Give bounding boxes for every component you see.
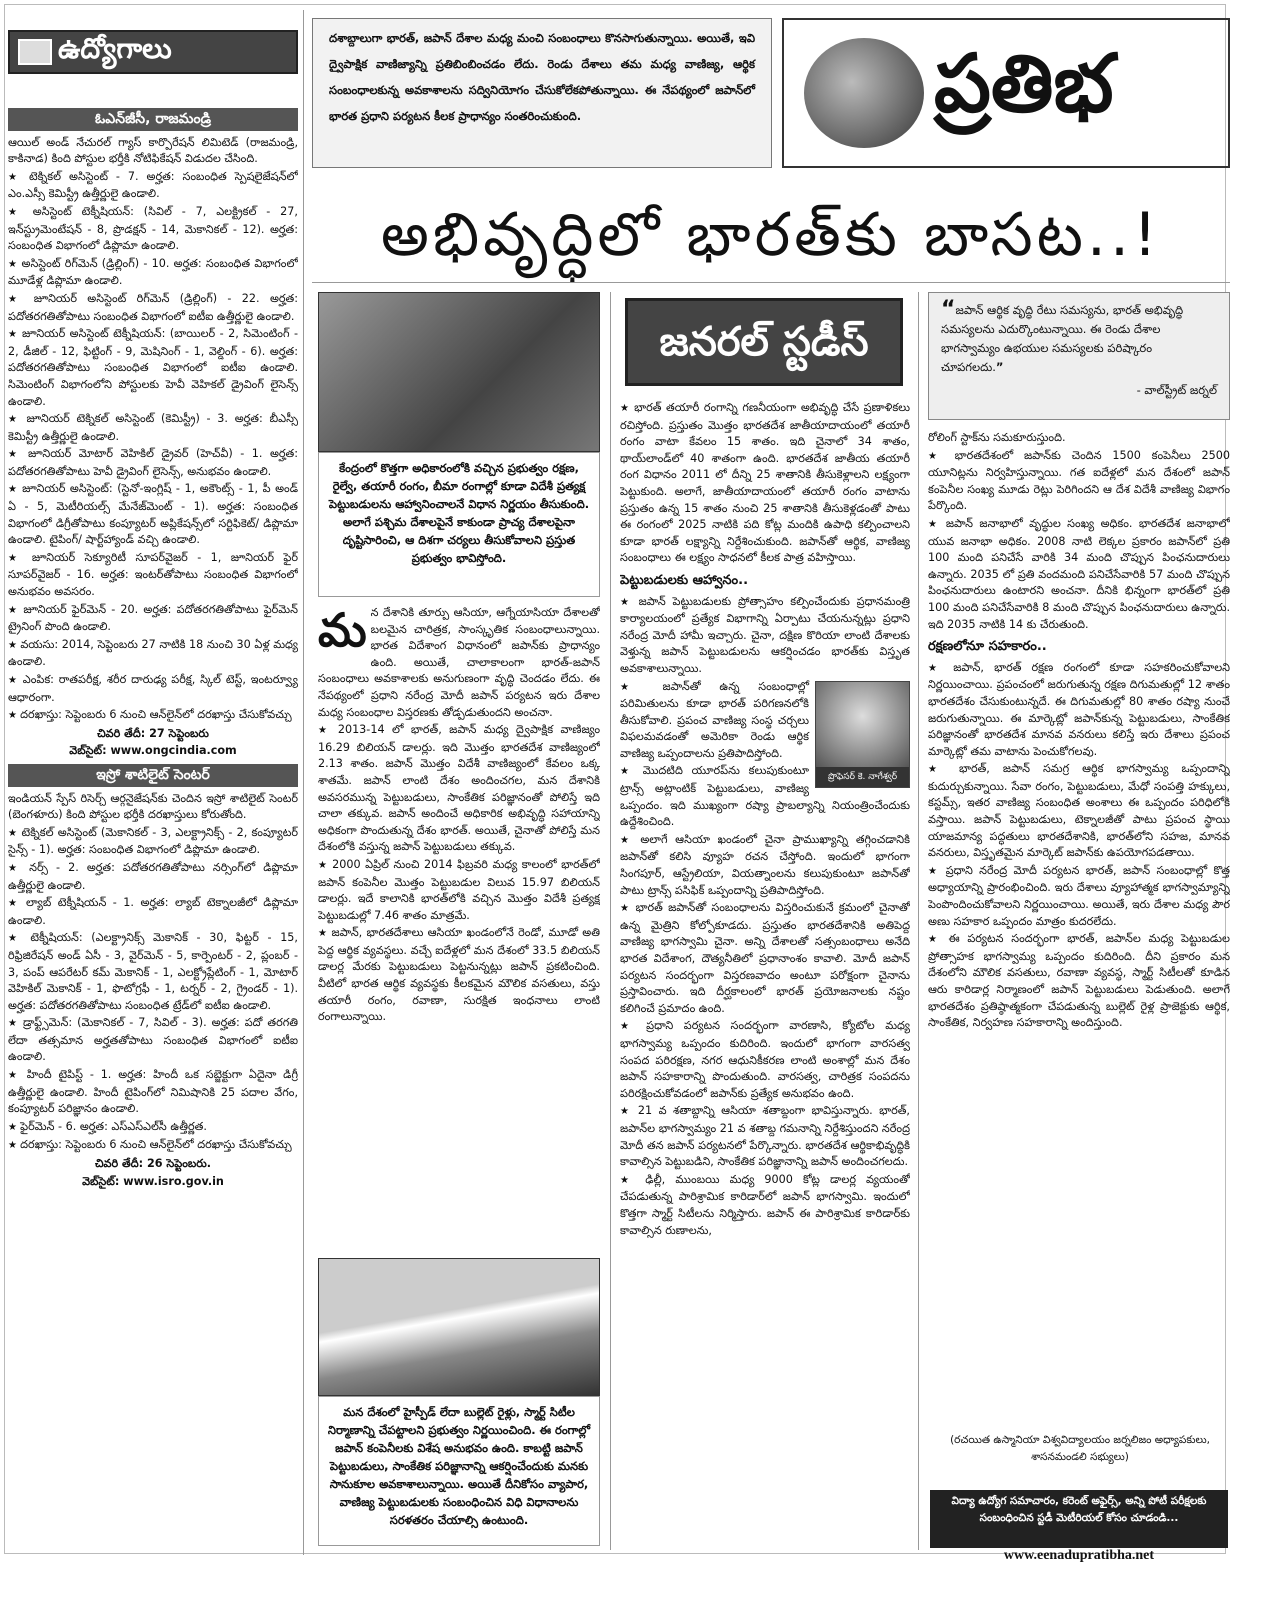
- article-point: ★ మొదటిది యూరప్‌ను కలుపుకుంటూ ట్రాన్స్ అట్లాంటిక్ పెట్టుబడులు, వాణిజ్య ఒప్పందం. ఇది ముఖ్యంగా రష్యా ప్రాబల్యాన్ని నియంత్రించేందుకు ఉద్దేశించింది.: [620, 763, 910, 830]
- photo2-caption: మన దేశంలో హైస్పీడ్ లేదా బుల్లెట్ రైళ్లు, స్మార్ట్ సిటీల నిర్మాణాన్ని చేపట్టాలని ప్రభుత్వం నిర్ణయించింది. ఈ రంగాల్లో జపాన్ కంపెనీలకు విశేష అనుభవం ఉంది. కాబట్టి జపాన్ పెట్టుబడులు, సాంకేతిక పరిజ్ఞానాన్ని ఆకర్షించేందుకు మనకు సానుకూల అవకాశాలున్నాయి. అయితే దీనికోసం వ్యాపార, వాణిజ్య పెట్టుబడులకు సంబంధించిన విధి విధానాలను సరళతరం చేయాల్సి ఉంటుంది.: [318, 1396, 600, 1546]
- job-item: ★ వయసు: 2014, సెప్టెంబరు 27 నాటికి 18 నుంచి 30 ఏళ్ల మధ్య ఉండాలి.: [8, 637, 298, 671]
- isro-website-link[interactable]: వెబ్‌సైట్: www.isro.gov.in: [82, 1174, 224, 1188]
- job-item: ★ దరఖాస్తు: సెప్టెంబరు 6 నుంచి ఆన్‌లైన్‌లో దరఖాస్తు చేసుకోవచ్చు: [8, 1137, 298, 1155]
- isro-last-date: చివరి తేదీ: 26 సెప్టెంబరు.: [94, 1157, 212, 1171]
- article-point: ★ జపాన్, భారతదేశాలు ఆసియా ఖండంలోనే రెండో, మూడో అతి పెద్ద ఆర్థిక వ్యవస్థలు. వచ్చే ఐదేళ్లలో మన దేశంలో 33.5 బిలియన్ డాలర్ల మేరకు పెట్టుబడులు పెట్టనున్నట్లు జపాన్ ప్రకటించింది. వీటిలో భారత ఆర్థిక వ్యవస్థకు కీలకమైన మౌలిక వసతులు, వస్తు తయారీ రంగం, రవాణా, సురక్షిత ఇంధనాలు లాంటి రంగాలున్నాయి.: [318, 925, 600, 1026]
- subheading-investment: పెట్టుబడులకు ఆహ్వానం..: [620, 572, 749, 588]
- column-divider: [918, 292, 919, 1550]
- column-divider: [303, 10, 304, 1555]
- ongc-section: [8, 74, 298, 1191]
- jobs-column: [8, 30, 298, 1555]
- job-item: ★ అసిస్టెంట్ రిగ్‌మెన్ (డ్రిల్లింగ్) - 10. అర్హత: సంబంధిత విభాగంలో మూడేళ్ల డిప్లొమా ఉండాలి.: [8, 256, 298, 290]
- quote-open-icon: “: [941, 297, 956, 322]
- isro-title: ఇస్రో శాటిలైట్ సెంటర్: [8, 764, 298, 787]
- jobs-banner-title: ఉద్యోగాలు: [58, 32, 172, 65]
- job-item: ★ హిందీ టైపిస్ట్ - 1. అర్హత: హిందీ ఒక సబ్జెక్టుగా ఏదైనా డిగ్రీ ఉత్తీర్ణులై ఉండాలి. హిందీ టైపింగ్‌లో నిమిషానికి 25 పదాల వేగం, కంప్యూటర్ పరిజ్ఞానం ఉండాలి.: [8, 1067, 298, 1118]
- job-item: ★ జూనియర్ ఫైర్‌మెన్ - 20. అర్హత: పదోతరగతితోపాటు ఫైర్‌మెన్ ట్రైనింగ్ పొంది ఉండాలి.: [8, 602, 298, 636]
- promo-url-link[interactable]: www.eenadupratibha.net: [1003, 1548, 1155, 1563]
- drop-cap: మ: [318, 605, 367, 657]
- main-article-col4: [928, 430, 1230, 1430]
- quote-source: - వాల్‌స్ట్రీట్ జర్నల్: [1136, 383, 1217, 397]
- article-point: ★ ఈ పర్యటన సందర్భంగా భారత్, జపాన్‌ల మధ్య పెట్టుబడుల ప్రోత్సాహక భాగస్వామ్య ఒప్పందం కుదిరింది. దీని ప్రకారం మన దేశంలోని మౌలిక వసతులు, రవాణా వ్యవస్థ, స్మార్ట్ సిటీలతో కూడిన ఆరు కారిడార్ల నిర్మాణంలో జపాన్ పెట్టుబడులు పెడుతుంది. అలాగే భారతదేశం ప్రతిష్ఠాత్మకంగా చేపడుతున్న బుల్లెట్ రైళ్ల ప్రాజెక్టుకు ఆర్థిక, సాంకేతిక, నిర్వహణ సహకారాన్ని అందిస్తుంది.: [928, 931, 1230, 1032]
- job-item: ★ టెక్నికల్ అసిస్టెంట్ (మెకానికల్ - 3, ఎలక్ట్రానిక్స్ - 2, కంప్యూటర్ సైన్స్ - 1). అర్హత: సంబంధిత విభాగంలో డిప్లొమా ఉండాలి.: [8, 825, 298, 859]
- ongc-last-date: చివరి తేదీ: 27 సెప్టెంబరు: [97, 726, 209, 740]
- leaders-photo: [318, 292, 600, 452]
- ongc-intro: ఆయిల్ అండ్ నేచురల్ గ్యాస్ కార్పొరేషన్ లిమిటెడ్ (రాజమండ్రి, కాకినాడ) కింది పోస్టుల భర్తీకి నోటిఫికేషన్ విడుదల చేసింది.: [8, 135, 298, 166]
- job-item: ★ టెక్నీషియన్: (ఎలక్ట్రానిక్స్ మెకానిక్ - 30, ఫిట్టర్ - 15, రిఫ్రిజిరేషన్ అండ్ ఏసీ - 3, వైర్‌మెన్ - 5, కార్పెంటర్ - 2, ప్లంబర్ - 3, పంప్ ఆపరేటర్ కమ్ మెకానిక్ - 1, ఎలక్ట్రోప్లేటింగ్ - 1, మోటార్ వెహికిల్ మెకానిక్ - 1, ఫొటోగ్రఫీ - 1, టర్నర్ - 2, గ్రైండర్ - 1). అర్హత: పదోతరగతితోపాటు సంబంధిత ట్రేడ్‌లో ఐటీఐ ఉండాలి.: [8, 930, 298, 1014]
- quote-text: జపాన్ ఆర్థిక వృద్ధి రేటు సమస్యను, భారత్ అభివృద్ధి సమస్యలను ఎదుర్కొంటున్నాయి. ఈ రెండు దేశాల భాగస్వామ్యం ఉభయుల సమస్యలకు పరిష్కారం చూపగలదు.: [941, 303, 1184, 374]
- globe-icon: [804, 38, 924, 148]
- article-point: ★ జపాన్‌తో ఉన్న సంబంధాల్లో పరిమితులను కూడా భారత్ పరిగణనలోకి తీసుకోవాలి. ప్రపంచ వాణిజ్య సంస్థ చర్చలు విఫలమవడంతో అమెరికా రెండు ఆర్థిక వాణిజ్య ఒప్పందాలను ప్రతిపాదిస్తోంది.: [620, 679, 910, 763]
- quote-close-icon: ”: [995, 360, 1004, 374]
- headline-rule: [312, 282, 1230, 283]
- article-paragraph: న దేశానికి తూర్పు ఆసియా, ఆగ్నేయాసియా దేశాలతో బలమైన చారిత్రక, సాంస్కృతిక సంబంధాలున్నాయి. భారత విదేశాంగ విధానంలో జపాన్‌కు ప్రాధాన్యం ఉంది. అయితే, చాలాకాలంగా భారత్-జపాన్ సంబంధాలు అవకాశాలకు అనుగుణంగా వృద్ధి చెందడం లేదు. ఈ నేపథ్యంలో ప్రధాని నరేంద్ర మోదీ జపాన్ పర్యటన ఇరు దేశాల మధ్య సంబంధాల విస్తరణకు తోడ్పడుతుందని అంచనా.: [318, 606, 600, 719]
- general-studies-banner: [625, 298, 903, 386]
- pratibha-logo: [782, 18, 1230, 168]
- subheading-defence: రక్షణలోనూ సహకారం..: [928, 639, 1047, 655]
- ongc-title: ఓఎన్‌జీసీ, రాజమండ్రి: [8, 108, 298, 131]
- job-item: ★ దరఖాస్తు: సెప్టెంబరు 6 నుంచి ఆన్‌లైన్‌లో దరఖాస్తు చేసుకోవచ్చు: [8, 707, 298, 725]
- article-point: ★ ప్రధాని నరేంద్ర మోదీ పర్యటన భారత్, జపాన్ సంబంధాల్లో కొత్త అధ్యాయాన్ని ప్రారంభించింది. ఇరు దేశాలు వ్యూహాత్మక భాగస్వామ్యాన్ని పెంపొందించుకోవాలని నిర్ణయించాయి. అయితే, ఇరు దేశాల మధ్య పౌర అణు సహకార ఒప్పందం మాత్రం కుదరలేదు.: [928, 863, 1230, 930]
- article-point: ★ అలాగే ఆసియా ఖండంలో చైనా ప్రాముఖ్యాన్ని తగ్గించడానికి జపాన్‌తో కలిసి వ్యూహ రచన చేస్తోంది. ఇందులో భాగంగా సింగపూర్, ఆస్ట్రేలియా, వియత్నాంలను కలుపుకుంటూ జపాన్‌తో పాటు ట్రాన్స్ పసిఫిక్ ఒప్పందాన్ని ప్రతిపాదిస్తోంది.: [620, 832, 910, 899]
- job-item: ★ నర్స్ - 2. అర్హత: పదోతరగతితోపాటు నర్సింగ్‌లో డిప్లొమా ఉత్తీర్ణులై ఉండాలి.: [8, 860, 298, 894]
- job-item: ★ జూనియర్ సెక్యూరిటీ సూపర్‌వైజర్ - 1, జూనియర్ ఫైర్ సూపర్‌వైజర్ - 16. అర్హత: ఇంటర్‌తోపాటు సంబంధిత విభాగంలో అనుభవం అవసరం.: [8, 550, 298, 601]
- article-point: ★ ప్రధాని పర్యటన సందర్భంగా వారణాసి, క్యోటోల మధ్య భాగస్వామ్య ఒప్పందం కుదిరింది. ఇందులో భాగంగా వారసత్వ సంపద పరిరక్షణ, నగర ఆధునికీకరణ లాంటి అంశాల్లో మన దేశం జపాన్ సహకారాన్ని పొందుతుంది. వారసత్వ, చారిత్రక సంపదను పరిరక్షించుకోవడంలో జపాన్‌కు ప్రత్యేక అనుభవం ఉంది.: [620, 1018, 910, 1102]
- isro-intro: ఇండియన్ స్పేస్ రిసెర్చ్ ఆర్గనైజేషన్‌కు చెందిన ఇస్రో శాటిలైట్ సెంటర్ (బెంగళూరు) కింది పోస్టుల భర్తీకి దరఖాస్తులు కోరుతోంది.: [8, 791, 298, 822]
- intro-text: దశాబ్దాలుగా భారత్, జపాన్ దేశాల మధ్య మంచి సంబంధాలు కొనసాగుతున్నాయి. అయితే, ఇవి ద్వైపాక్షిక వాణిజ్యాన్ని ప్రతిబింబించడం లేదు. రెండు దేశాలు తమ మధ్య వాణిజ్య, ఆర్థిక సంబంధాలకున్న అవకాశాలను సద్వినియోగం చేసుకోలేకపోతున్నాయి. ఈ నేపథ్యంలో జపాన్‌లో భారత ప్రధాని పర్యటన కీలక ప్రాధాన్యం సంతరించుకుంది.: [329, 31, 755, 123]
- article-paragraph: రోలింగ్ స్టాక్‌ను సమకూరుస్తుంది.: [928, 431, 1066, 444]
- section-banner-title: జనరల్ స్టడీస్: [659, 319, 869, 365]
- newspaper-icon: [18, 39, 52, 65]
- main-article-col3: [620, 400, 910, 1550]
- headline: అభివృద్ధిలో భారత్‌కు బాసట..!: [380, 200, 1162, 270]
- bullet-train-photo: [318, 1258, 600, 1396]
- logo-text: ప్రతిభ: [934, 36, 1114, 130]
- job-item: ★ జూనియర్ అసిస్టెంట్: (స్టెనో-ఇంగ్లిష్ - 1, అకౌంట్స్ - 1, పీ అండ్ ఏ - 5, మెటీరియల్స్ మేనేజ్‌మెంట్ - 1). అర్హత: సంబంధిత విభాగంలో డిగ్రీతోపాటు కంప్యూటర్ అప్లికేషన్స్‌లో సర్టిఫికెట్/ డిప్లొమా ఉండాలి. టైపింగ్/ షార్ట్‌హ్యాండ్ వచ్చి ఉండాలి.: [8, 481, 298, 548]
- article-point: ★ 2000 ఏప్రిల్ నుంచి 2014 ఫిబ్రవరి మధ్య కాలంలో భారత్‌లో జపాన్ కంపెనీల మొత్తం పెట్టుబడుల విలువ 15.97 బిలియన్ డాలర్లు. ఇదే కాలానికి భారత్‌లోకి వచ్చిన మొత్తం విదేశీ ప్రత్యక్ష పెట్టుబడుల్లో 7.46 శాతం మాత్రమే.: [318, 857, 600, 924]
- author-photo: [816, 682, 909, 767]
- author-byline: (రచయిత ఉస్మానియా విశ్వవిద్యాలయం జర్నలిజం అధ్యాపకులు, శాసనమండలి సభ్యులు): [950, 1434, 1210, 1463]
- article-point: ★ జపాన్, భారత్ రక్షణ రంగంలో కూడా సహకరించుకోవాలని నిర్ణయించాయి. ప్రపంచంలో జరుగుతున్న రక్షణ దిగుమతుల్లో 12 శాతం భారతదేశం చేసుకుంటున్నదే. ఈ దిగుమతుల్లో 80 శాతం రష్యా నుంచే జరుగుతున్నాయి. ఈ మార్కెట్లో జపాన్‌కున్న పెట్టుబడులు, సాంకేతిక పరిజ్ఞానంతో భారతదేశ మానవ వనరులు కలిస్తే ఇరు దేశాలు ప్రపంచ మార్కెట్లో తమ వాటాను పెంచుకోగలవు.: [928, 660, 1230, 761]
- article-point: ★ భారత్, జపాన్ సమగ్ర ఆర్థిక భాగస్వామ్య ఒప్పందాన్ని కుదుర్చుకున్నాయి. సేవా రంగం, పెట్టుబడులు, మేధో సంపత్తి హక్కులు, కస్టమ్స్, ఇతర వాణిజ్య సంబంధిత అంశాలు ఈ ఒప్పందం పరిధిలోకి వస్తాయి. జపాన్ పెట్టుబడులు, టెక్నాలజీతో పాటు ప్రపంచ స్థాయి యాజమాన్య పద్ధతులు భారతదేశానికి, భారత్‌లోని సహజ, మానవ వనరులు, విస్తృతమైన మార్కెట్ జపాన్‌కు ఉపయోగపడతాయి.: [928, 761, 1230, 862]
- intro-box: [312, 18, 772, 168]
- job-item: ★ ఎంపిక: రాతపరీక్ష, శరీర దారుఢ్య పరీక్ష, స్కిల్ టెస్ట్, ఇంటర్వ్యూ ఆధారంగా.: [8, 672, 298, 706]
- main-article-col2: [318, 605, 600, 1245]
- job-item: ★ జూనియర్ అసిస్టెంట్ రిగ్‌మెన్ (డ్రిల్లింగ్) - 22. అర్హత: పదోతరగతితోపాటు సంబంధిత విభాగంలో ఐటీఐ ఉత్తీర్ణులై ఉండాలి.: [8, 291, 298, 325]
- article-point: ★ జపాన్ పెట్టుబడులకు ప్రోత్సాహం కల్పించేందుకు ప్రధానమంత్రి కార్యాలయంలో ప్రత్యేక విభాగాన్ని ఏర్పాటు చేయనున్నట్లు ప్రధాని నరేంద్ర మోదీ హామీ ఇచ్చారు. చైనా, దక్షిణ కొరియా లాంటి దేశాలకు వెళ్తున్న జపాన్ పెట్టుబడులను ఆకర్షించడం భారత్‌కు విస్తృత అవకాశాలున్నాయి.: [620, 594, 910, 678]
- quote-box: [928, 292, 1230, 420]
- article-point: ★ 21 వ శతాబ్దాన్ని ఆసియా శతాబ్దంగా భావిస్తున్నారు. భారత్, జపాన్‌ల భాగస్వామ్యం 21 వ శతాబ్ద గమనాన్ని నిర్దేశిస్తుందని నరేంద్ర మోదీ తన జపాన్ పర్యటనలో పేర్కొన్నారు. భారతదేశ ఆర్థికాభివృద్ధికి కావాల్సిన పెట్టుబడిని, సాంకేతిక పరిజ్ఞానాన్ని జపాన్ అందించగలదు.: [620, 1103, 910, 1170]
- promo-box: [930, 1490, 1228, 1548]
- article-point: ★ 2013-14 లో భారత్, జపాన్ మధ్య ద్వైపాక్షిక వాణిజ్యం 16.29 బిలియన్ డాలర్లు. ఇది మొత్తం భారతదేశ వాణిజ్యంలో 2.13 శాతం. జపాన్ మొత్తం విదేశీ వాణిజ్యంలో కేవలం ఒక్క శాతమే. జపాన్ లాంటి దేశం అందించగల, మన దేశానికి అవసరమున్న పెట్టుబడులు, సాంకేతిక పరిజ్ఞానంతో పోలిస్తే ఇది చాలా తక్కువ. జపాన్ అందించే అధికారిక అభివృద్ధి సహాయాన్ని అధికంగా పొందుతున్న దేశం భారత్. అయితే, చైనాతో పోలిస్తే మన దేశంలోకి వస్తున్న జపాన్ పెట్టుబడులు తక్కువ.: [318, 722, 600, 856]
- photo1-caption: కేంద్రంలో కొత్తగా అధికారంలోకి వచ్చిన ప్రభుత్వం రక్షణ, రైల్వే, తయారీ రంగం, బీమా రంగాల్లో కూడా విదేశీ ప్రత్యక్ష పెట్టుబడులను ఆహ్వానించాలనే విధాన నిర్ణయం తీసుకుంది. అలాగే పశ్చిమ దేశాలపైనే కాకుండా ప్రాచ్య దేశాలపైనా దృష్టిసారించి, ఆ దిశగా చర్యలు తీసుకోవాలని ప్రస్తుత ప్రభుత్వం భావిస్తోంది.: [318, 452, 600, 597]
- job-item: ★ జూనియర్ మోటార్ వెహికిల్ డ్రైవర్ (హెచ్‌వీ) - 1. అర్హత: పదోతరగతితోపాటు హెవీ డ్రైవింగ్ లైసెన్స్, అనుభవం ఉండాలి.: [8, 446, 298, 480]
- author-name: ప్రొఫెసర్ కె. నాగేశ్వర్: [816, 767, 909, 788]
- job-item: ★ ఫైర్‌మెన్ - 6. అర్హత: ఎస్ఎస్ఎల్‌సీ ఉత్తీర్ణత.: [8, 1119, 298, 1137]
- job-item: ★ జూనియర్ అసిస్టెంట్ టెక్నీషియన్: (బాయిలర్ - 2, సిమెంటింగ్ - 2, డీజిల్ - 12, ఫిట్టింగ్ - 9, మెషినింగ్ - 1, వెల్డింగ్ - 6). అర్హత: పదోతరగతితోపాటు సంబంధిత విభాగంలో ఐటీఐ ఉండాలి. సిమెంటింగ్ విభాగంలోని పోస్టులకు హెవీ వెహికల్ డ్రైవింగ్ లైసెన్స్ ఉండాలి.: [8, 326, 298, 410]
- job-item: ★ టెక్నికల్ అసిస్టెంట్ - 7. అర్హత: సంబంధిత స్పెషలైజేషన్‌లో ఎం.ఎస్సీ కెమిస్ట్రీ ఉత్తీర్ణులై ఉండాలి.: [8, 169, 298, 203]
- jobs-banner: [8, 30, 298, 74]
- article-point: ★ భారతదేశంలో జపాన్‌కు చెందిన 1500 కంపెనీలు 2500 యూనిట్లను నిర్వహిస్తున్నాయి. గత ఐదేళ్లలో మన దేశంలో జపాన్ కంపెనీల సంఖ్య మూడు రెట్లు పెరిగిందని ఆ దేశ విదేశీ వాణిజ్య విభాగం పేర్కొంది.: [928, 448, 1230, 515]
- article-point: ★ ఢిల్లీ, ముంబయి మధ్య 9000 కోట్ల డాలర్ల వ్యయంతో చేపడుతున్న పారిశ్రామిక కారిడార్‌లో జపాన్ భాగస్వామి. ఇందులో కొత్తగా స్మార్ట్ సిటీలను నిర్మిస్తారు. జపాన్ ఈ పారిశ్రామిక కారిడార్‌కు కావాల్సిన రుణాలను,: [620, 1172, 910, 1239]
- ongc-website-link[interactable]: వెబ్‌సైట్: www.ongcindia.com: [69, 744, 237, 758]
- article-point: ★ భారత్ తయారీ రంగాన్ని గణనీయంగా అభివృద్ధి చేసే ప్రణాళికలు రచిస్తోంది. ప్రస్తుతం మొత్తం భారతదేశ జాతీయాదాయంలో తయారీ రంగం వాటా కేవలం 15 శాతం. ఇది చైనాలో 34 శాతం, థాయ్‌లాండ్‌లో 40 శాతంగా ఉంది. భారతదేశ జాతీయ తయారీ రంగ విధానం 2011 లో దీన్ని 25 శాతానికి తీసుకెళ్లాలని లక్ష్యంగా పెట్టుకుంది. అలాగే, జాతీయాదాయంలో తయారీ రంగం వాటాను ప్రస్తుతం ఉన్న 15 శాతం నుంచి 25 శాతానికి తీసుకెళ్లడంతో పాటు ఈ రంగంలో 2025 నాటికి పది కోట్ల మందికి ఉపాధి కల్పించాలని కూడా భారత్ లక్ష్యాన్ని నిర్దేశించుకుంది. జపాన్‌తో ఆర్థిక, వాణిజ్య సంబంధాలు ఈ లక్ష్యం సాధనలో కీలక పాత్ర వహిస్తాయి.: [620, 400, 910, 567]
- job-item: ★ డ్రాఫ్ట్స్‌మెన్: (మెకానికల్ - 7, సివిల్ - 3). అర్హత: పదో తరగతి లేదా తత్సమాన అర్హతతోపాటు సంబంధిత విభాగంలో ఐటీఐ ఉండాలి.: [8, 1015, 298, 1066]
- author-box: [815, 681, 910, 789]
- column-divider: [610, 292, 611, 1550]
- job-item: ★ ల్యాబ్ టెక్నీషియన్ - 1. అర్హత: ల్యాబ్ టెక్నాలజీలో డిప్లొమా ఉండాలి.: [8, 895, 298, 929]
- article-point: ★ భారత్ జపాన్‌తో సంబంధాలను విస్తరించుకునే క్రమంలో చైనాతో ఉన్న మైత్రిని కోల్పోకూడదు. ప్రస్తుతం భారతదేశానికి అతిపెద్ద వాణిజ్య భాగస్వామి చైనా. అన్ని దేశాలతో సత్సంబంధాలు అనేది భారత విదేశాంగ, దౌత్యనీతిలో ప్రధానాంశం కావాలి. మోదీ జపాన్ పర్యటన సందర్భంగా విస్తరణవాదం అంటూ పరోక్షంగా చైనాను ప్రస్తావించారు. ఇది దీర్ఘకాలంలో భారత్ ప్రయోజనాలకు నష్టం కలిగించే ప్రమాదం ఉంది.: [620, 900, 910, 1017]
- job-item: ★ జూనియర్ టెక్నికల్ అసిస్టెంట్ (కెమిస్ట్రీ) - 3. అర్హత: బీఎస్సీ కెమిస్ట్రీ ఉత్తీర్ణులై ఉండాలి.: [8, 411, 298, 445]
- article-point: ★ జపాన్ జనాభాలో వృద్ధుల సంఖ్య అధికం. భారతదేశ జనాభాలో యువ జనాభా అధికం. 2008 నాటి లెక్కల ప్రకారం జపాన్‌లో ప్రతి 100 మంది పనిచేసే వారికి 34 మంది చొప్పున పింఛనుదారులు ఉన్నారు. 2035 లో ప్రతి వందమంది పనిచేసేవారికి 57 మంది చొప్పున పింఛనుదారులు ఉంటారని అంచనా. దీనికి భిన్నంగా భారత్‌లో ప్రతి 100 మంది పనిచేసేవారికి 8 మంది చొప్పున పింఛనుదారులు ఉన్నారు. ఇది 2035 నాటికి 14 కు చేరుతుంది.: [928, 516, 1230, 633]
- promo-text: విద్యా ఉద్యోగ సమాచారం, కరెంట్ అఫైర్స్, అన్ని పోటీ పరీక్షలకు సంబంధించిన స్టడీ మెటీరియల్ కోసం చూడండి...: [951, 1495, 1207, 1524]
- job-item: ★ అసిస్టెంట్ టెక్నీషియన్: (సివిల్ - 7, ఎలక్ట్రికల్ - 27, ఇన్‌స్ట్రుమెంటేషన్ - 8, ప్రొడక్షన్ - 14, మెకానికల్ - 12). అర్హత: సంబంధిత విభాగంలో డిప్లొమా ఉండాలి.: [8, 204, 298, 255]
